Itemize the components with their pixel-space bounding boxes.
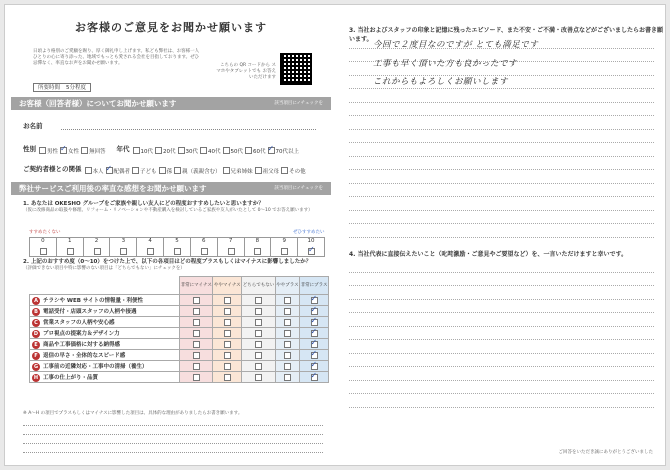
col-header: 非常にプラス	[300, 277, 329, 295]
table-row	[30, 306, 329, 317]
checkbox[interactable]	[308, 248, 315, 255]
scale-cell[interactable]	[191, 237, 218, 257]
item-label	[30, 372, 180, 383]
right-column	[345, 9, 663, 464]
survey-sheet	[4, 4, 666, 466]
checkbox[interactable]	[147, 248, 154, 255]
age-option[interactable]	[178, 147, 199, 155]
qr-text: こちらの QR コードから スマホやタブレットでも お答えいただけます	[216, 63, 276, 80]
checkbox[interactable]	[255, 330, 262, 337]
item-letter-badge: C	[32, 319, 40, 327]
checkbox[interactable]	[284, 308, 291, 315]
rating-cell[interactable]	[180, 339, 213, 350]
checkbox[interactable]	[60, 147, 67, 154]
checkbox[interactable]	[311, 330, 318, 337]
relation-option[interactable]	[85, 167, 104, 175]
item-letter-badge: F	[32, 352, 40, 360]
q3-answer-line: 今回で２度目なのですが とても満足です	[373, 40, 539, 50]
q3-answer-line: 工事も早く頂いた方も良かったです	[373, 59, 518, 69]
col-header: ややプラス	[275, 277, 299, 295]
scale-cell[interactable]	[29, 237, 57, 257]
rating-cell[interactable]	[242, 328, 276, 339]
scale-cell[interactable]	[137, 237, 164, 257]
age-option[interactable]	[223, 147, 244, 155]
rating-cell[interactable]	[275, 350, 299, 361]
page-title: お客様のご意見をお聞かせ願います	[75, 21, 267, 34]
checkbox[interactable]	[193, 374, 200, 381]
rating-cell[interactable]	[180, 328, 213, 339]
checkbox[interactable]	[174, 167, 181, 174]
service-section-title: 弊社サービスご利用後の率直な感想をお聞かせ願います	[19, 184, 207, 193]
checkbox[interactable]	[311, 374, 318, 381]
checkbox[interactable]	[254, 248, 261, 255]
item-text: 営業スタッフの人柄や安心感	[43, 319, 115, 326]
col-header: 非常にマイナス	[180, 277, 213, 295]
checkbox[interactable]	[132, 167, 139, 174]
checkbox[interactable]	[224, 341, 231, 348]
col-header: ややマイナス	[213, 277, 242, 295]
q2-subtext: （評価できない項目や特に影響のない項目は「どちらでもない」にチェックを）	[23, 266, 185, 271]
rating-cell[interactable]	[275, 317, 299, 328]
checkbox[interactable]	[178, 147, 185, 154]
checkbox[interactable]	[193, 352, 200, 359]
gender-option[interactable]	[81, 147, 106, 155]
item-label	[30, 306, 180, 317]
item-letter-badge: H	[33, 374, 39, 381]
table-row	[30, 317, 329, 328]
relation-option[interactable]	[174, 167, 221, 175]
checkbox[interactable]	[255, 341, 262, 348]
rating-cell[interactable]	[242, 306, 276, 317]
rating-cell[interactable]	[300, 372, 329, 383]
relation-option-label: 子ども	[140, 168, 157, 175]
gender-option[interactable]	[60, 147, 79, 155]
q2-text: 2. 上記のおすすめ度（0〜10）をつけた上で、以下の各項目はどの程度プラスもしくはマイナスに影響しましたか？	[23, 259, 312, 265]
checkbox[interactable]	[120, 248, 127, 255]
checkbox[interactable]	[284, 319, 291, 326]
time-label: 所要時間	[38, 85, 61, 91]
age-options	[133, 139, 302, 158]
checkbox[interactable]	[281, 248, 288, 255]
gender-option-label: 女性	[68, 148, 80, 155]
scale-number: 9	[282, 238, 286, 244]
rating-header-row	[30, 277, 329, 295]
checkbox[interactable]	[311, 352, 318, 359]
time-value: 5分程度	[66, 85, 87, 91]
checkbox[interactable]	[223, 167, 230, 174]
item-letter-badge: E	[32, 341, 40, 349]
rating-cell[interactable]	[180, 295, 213, 306]
rating-cell[interactable]	[213, 372, 242, 383]
table-row	[30, 295, 329, 306]
q1-block	[23, 201, 328, 214]
relation-option[interactable]	[159, 167, 173, 175]
scale-number: 4	[148, 238, 152, 244]
rating-table	[29, 276, 329, 383]
relation-label: ご契約者様との関係	[23, 165, 82, 173]
age-option[interactable]	[268, 147, 300, 155]
age-option-label: 50代	[230, 148, 244, 155]
scale-number: 8	[255, 238, 260, 244]
rating-cell[interactable]	[242, 372, 276, 383]
checkbox[interactable]	[193, 341, 200, 348]
scale-high-label: ぜひすすめたい	[293, 230, 325, 235]
checkbox[interactable]	[311, 297, 318, 304]
checkbox[interactable]	[255, 319, 262, 326]
item-label	[30, 350, 180, 361]
scale-cell[interactable]	[110, 237, 137, 257]
relation-option[interactable]	[132, 167, 157, 175]
item-label	[30, 339, 180, 350]
scale-low-label: すすめたくない	[29, 230, 61, 235]
item-text: 工事前の近隣対応・工事中の清掃（養生）	[43, 363, 148, 370]
scale-number: 0	[41, 238, 45, 244]
rating-cell[interactable]	[180, 361, 213, 372]
gender-option-label: 男性	[47, 148, 59, 155]
checkbox[interactable]	[255, 308, 262, 315]
rating-cell[interactable]	[275, 372, 299, 383]
scale-number: 1	[67, 238, 72, 244]
rating-cell[interactable]	[242, 350, 276, 361]
gender-age-row	[23, 139, 301, 158]
scale-cell[interactable]	[245, 237, 272, 257]
relation-option-label: 兄弟姉妹	[230, 168, 253, 175]
item-text: 返信の早さ・全体的なスピード感	[43, 352, 126, 359]
col-header: どちらでもない	[242, 277, 276, 295]
rating-cell[interactable]	[242, 295, 276, 306]
checkbox[interactable]	[193, 363, 200, 370]
checkbox[interactable]	[284, 297, 291, 304]
age-option-label: 70代以上	[275, 148, 300, 155]
age-option-label: 30代	[185, 148, 199, 155]
time-box	[33, 83, 91, 92]
checkbox[interactable]	[255, 352, 262, 359]
scale-number: 2	[94, 238, 99, 244]
q4-title: 4. 当社代表に直接伝えたいこと（叱咤激励・ご意見やご要望など）を、一言いただけますと幸いです。	[349, 251, 628, 258]
checkbox[interactable]	[106, 167, 113, 174]
rating-cell[interactable]	[275, 328, 299, 339]
relation-option[interactable]	[106, 167, 131, 175]
table-row	[30, 339, 329, 350]
rating-cell[interactable]	[180, 350, 213, 361]
item-label	[30, 317, 180, 328]
relation-option-label: 親（義親含む）	[182, 168, 221, 175]
checkbox[interactable]	[284, 341, 291, 348]
table-row	[30, 361, 329, 372]
rating-cell[interactable]	[213, 328, 242, 339]
gender-options	[39, 139, 108, 158]
customer-section-title: お客様（回答者様）についてお聞かせ願います	[19, 99, 177, 108]
item-text: チラシや WEB サイトの情報量・利便性	[43, 297, 143, 304]
rating-cell[interactable]	[180, 317, 213, 328]
checkbox[interactable]	[268, 147, 275, 154]
scale-number: 6	[202, 238, 206, 244]
qr-code-icon[interactable]	[280, 53, 312, 85]
checkbox[interactable]	[255, 374, 262, 381]
q3-answer-line: これからもよろしくお願いします	[373, 77, 509, 87]
relation-option-label: 孫	[166, 168, 173, 175]
rating-cell[interactable]	[180, 306, 213, 317]
age-option-label: 40代	[208, 148, 221, 155]
checkbox[interactable]	[224, 363, 231, 370]
gender-option[interactable]	[39, 147, 58, 155]
scale-number: 10	[307, 238, 315, 244]
scale-number: 3	[121, 238, 126, 244]
relation-option[interactable]	[281, 167, 306, 175]
checkbox[interactable]	[224, 374, 231, 381]
age-option[interactable]	[155, 147, 176, 155]
service-section-band	[11, 182, 331, 195]
name-field[interactable]	[61, 129, 316, 130]
checkbox[interactable]	[174, 248, 181, 255]
rating-cell[interactable]	[242, 317, 276, 328]
checkbox[interactable]	[255, 167, 262, 174]
rating-cell[interactable]	[213, 361, 242, 372]
checkbox[interactable]	[39, 147, 46, 154]
rating-cell[interactable]	[275, 295, 299, 306]
customer-section-note: 該当項目に✓チェックを	[274, 101, 323, 106]
age-label: 年代	[116, 145, 130, 153]
age-option[interactable]	[133, 147, 154, 155]
item-label	[30, 361, 180, 372]
checkbox[interactable]	[311, 341, 318, 348]
checkbox[interactable]	[284, 330, 291, 337]
intro-text: 日頃より格別のご愛顧を賜り、厚く御礼申し上げます。私ども弊社は、お客様一人ひとりの心に寄り添った、地域でもっとも愛される会社を目指しております。ぜひ忌憚なく、率直なお声をお聞かせ願います。	[33, 49, 200, 66]
item-label	[30, 328, 180, 339]
scale-cell[interactable]	[271, 237, 298, 257]
checkbox[interactable]	[155, 147, 162, 154]
checkbox[interactable]	[67, 248, 74, 255]
rating-cell[interactable]	[213, 339, 242, 350]
checkbox[interactable]	[311, 308, 318, 315]
item-letter-badge: G	[33, 363, 39, 370]
checkbox[interactable]	[224, 308, 231, 315]
rating-cell[interactable]	[180, 372, 213, 383]
service-section-note: 該当項目に✓チェックを	[274, 186, 323, 191]
rating-cell[interactable]	[242, 339, 276, 350]
q3-title: 3. 当社およびスタッフの印象と記憶に残ったエピソード、また不安・ご不満・改善点などがございましたらお書き願います。	[349, 27, 664, 43]
age-option-label: 20代	[163, 148, 176, 155]
table-row	[30, 372, 329, 383]
item-text: 商品や工事価格に対する納得感	[43, 341, 121, 348]
q1-subtext: （仮に改修商品の取扱や修理、リフォーム・リノベーションや不動産購入を検討しているご家族や友人がいたとして 0〜10 でお答え願います）	[23, 208, 313, 213]
name-row	[23, 121, 43, 130]
checkbox[interactable]	[284, 374, 291, 381]
table-row	[30, 350, 329, 361]
checkbox[interactable]	[85, 167, 92, 174]
rating-cell[interactable]	[213, 306, 242, 317]
item-label	[30, 295, 180, 306]
left-column	[11, 9, 331, 464]
checkbox[interactable]	[224, 319, 231, 326]
customer-section-band	[11, 97, 331, 110]
rating-cell[interactable]	[213, 317, 242, 328]
checkbox[interactable]	[281, 167, 288, 174]
checkbox[interactable]	[224, 297, 231, 304]
checkbox[interactable]	[200, 147, 207, 154]
scale-number: 7	[228, 238, 233, 244]
footnote-lines[interactable]	[23, 417, 323, 453]
relation-row	[23, 159, 308, 178]
rating-cell[interactable]	[242, 361, 276, 372]
item-letter-badge: D	[33, 330, 39, 337]
checkbox[interactable]	[255, 297, 262, 304]
checkbox[interactable]	[193, 330, 200, 337]
age-option[interactable]	[245, 147, 266, 155]
relation-option-label: 祖父母	[262, 168, 280, 175]
rating-cell[interactable]	[213, 350, 242, 361]
q4-lines[interactable]	[349, 259, 654, 408]
item-text: 工事の仕上がり・品質	[43, 374, 99, 381]
relation-option-label: 本人	[92, 168, 104, 175]
checkbox[interactable]	[228, 248, 235, 255]
checkbox[interactable]	[223, 147, 230, 154]
checkbox[interactable]	[311, 363, 318, 370]
checkbox[interactable]	[245, 147, 252, 154]
scale-cell[interactable]	[84, 237, 111, 257]
item-letter-badge: A	[32, 297, 40, 305]
checkbox[interactable]	[40, 248, 47, 255]
checkbox[interactable]	[193, 319, 200, 326]
checkbox[interactable]	[159, 167, 166, 174]
relation-option[interactable]	[223, 167, 253, 175]
gender-label: 性別	[23, 145, 36, 153]
q2-block	[23, 259, 328, 272]
age-option-label: 60代	[253, 148, 266, 155]
age-option-label: 10代	[140, 148, 154, 155]
item-letter-badge: B	[32, 308, 40, 316]
scale-cell[interactable]	[218, 237, 245, 257]
checkbox[interactable]	[224, 352, 231, 359]
checkbox[interactable]	[311, 319, 318, 326]
checkbox[interactable]	[133, 147, 140, 154]
relation-option[interactable]	[255, 167, 280, 175]
age-option[interactable]	[200, 147, 221, 155]
recommend-scale	[29, 237, 325, 257]
checkbox[interactable]	[81, 147, 88, 154]
footnote: ※ A〜H の項目でプラスもしくはマイナスに影響した項目は、具体的な理由がありましたらお書き願います。	[23, 411, 243, 416]
checkbox[interactable]	[284, 363, 291, 370]
relation-options	[85, 159, 308, 178]
item-text: 電話受付・店頭スタッフの人柄や接遇	[43, 308, 137, 315]
scale-cell[interactable]	[298, 237, 325, 257]
rating-cell[interactable]	[275, 306, 299, 317]
rating-cell[interactable]	[275, 361, 299, 372]
checkbox[interactable]	[224, 330, 231, 337]
checkbox[interactable]	[94, 248, 101, 255]
rating-cell[interactable]	[275, 339, 299, 350]
checkbox[interactable]	[201, 248, 208, 255]
checkbox[interactable]	[193, 297, 200, 304]
name-label: お名前	[23, 122, 43, 130]
table-row	[30, 328, 329, 339]
checkbox[interactable]	[255, 363, 262, 370]
checkbox[interactable]	[193, 308, 200, 315]
item-text: プロ視点の提案力＆デザイン力	[43, 330, 120, 337]
relation-option-label: 配偶者	[113, 168, 131, 175]
q1-text: 1. あなたは OKESHO グループをご家族や親しい友人にどの程度おすすめしたいと思いますか？	[23, 201, 264, 207]
checkbox[interactable]	[284, 352, 291, 359]
scale-cell[interactable]	[164, 237, 191, 257]
gender-option-label: 無回答	[89, 148, 106, 155]
rating-cell[interactable]	[213, 295, 242, 306]
footer-thanks: ご回答をいただき誠にありがとうございました	[558, 450, 653, 455]
relation-option-label: その他	[289, 168, 306, 175]
scale-cell[interactable]	[57, 237, 84, 257]
scale-number: 5	[175, 238, 179, 244]
